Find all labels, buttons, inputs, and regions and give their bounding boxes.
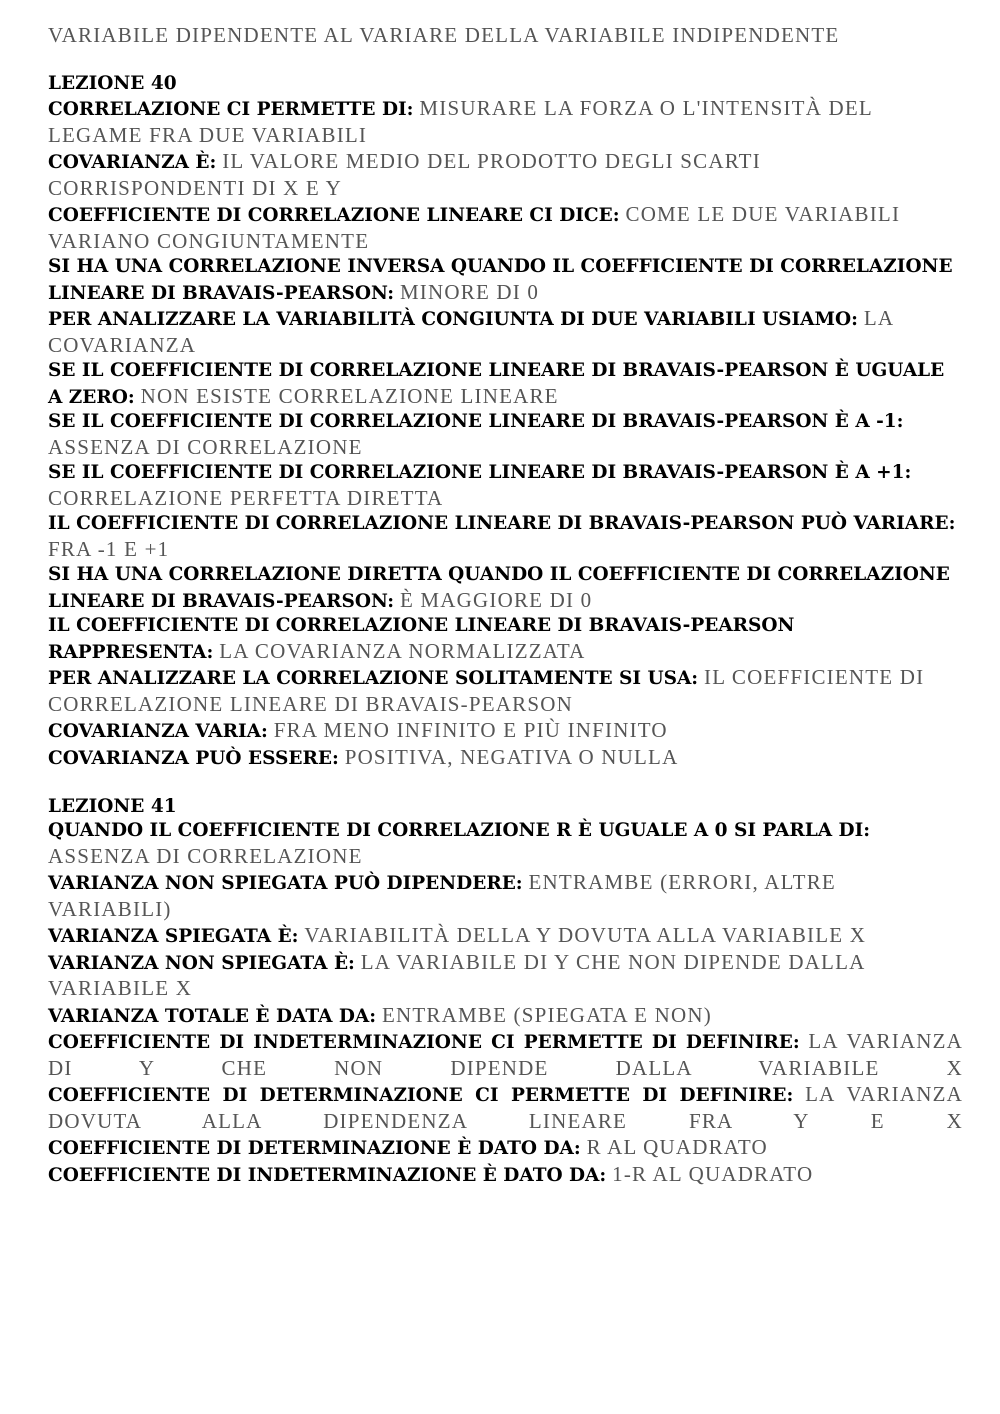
answer: MISURARE LA FORZA O L'INTENSITÀ DEL LEGAME FRA DUE VARIABILI — [48, 96, 873, 147]
lesson-41 — [48, 795, 963, 1188]
qa-item — [48, 359, 963, 410]
answer: IL VALORE MEDIO DEL PRODOTTO DEGLI SCARTI CORRISPONDENTI DI X E Y — [48, 149, 761, 200]
question: IL COEFFICIENTE DI CORRELAZIONE LINEARE DI BRAVAIS-PEARSON PUÒ VARIARE: — [48, 513, 956, 534]
answer: LA COVARIANZA NORMALIZZATA — [219, 638, 586, 663]
answer: CORRELAZIONE PERFETTA DIRETTA — [48, 485, 444, 510]
qa-item — [48, 1029, 963, 1082]
question: CORRELAZIONE CI PERMETTE DI: — [48, 99, 414, 120]
lesson-40 — [48, 72, 963, 771]
question: VARIANZA SPIEGATA È: — [48, 926, 299, 947]
answer: COME LE DUE VARIABILI VARIANO CONGIUNTAMENTE — [48, 202, 901, 253]
intro-line: VARIABILE DIPENDENTE AL VARIARE DELLA VARIABILE INDIPENDENTE — [48, 23, 840, 47]
qa-item — [48, 255, 963, 306]
answer: 1-R AL QUADRATO — [612, 1161, 814, 1186]
qa-item — [48, 923, 963, 950]
qa-item — [48, 461, 963, 512]
document-page — [48, 22, 963, 1212]
answer: È MAGGIORE DI 0 — [399, 587, 593, 612]
answer: LA VARIANZA DOVUTA ALLA DIPENDENZA LINEARE FRA Y E X — [48, 1082, 963, 1133]
qa-item — [48, 512, 963, 563]
qa-item — [48, 1082, 963, 1135]
qa-item — [48, 745, 963, 772]
qa-item — [48, 96, 963, 149]
qa-item — [48, 410, 963, 461]
qa-item — [48, 149, 963, 202]
question: QUANDO IL COEFFICIENTE DI CORRELAZIONE R È UGUALE A 0 SI PARLA DI: — [48, 820, 871, 841]
question: COEFFICIENTE DI INDETERMINAZIONE È DATO DA: — [48, 1164, 607, 1186]
question: COEFFICIENTE DI INDETERMINAZIONE CI PERMETTE DI DEFINIRE: — [48, 1032, 800, 1053]
qa-item — [48, 1135, 963, 1162]
answer: LA VARIANZA DI Y CHE NON DIPENDE DALLA VARIABILE X — [48, 1029, 964, 1080]
qa-item — [48, 665, 963, 718]
question: SI HA UNA CORRELAZIONE INVERSA QUANDO IL COEFFICIENTE DI CORRELAZIONE LINEARE DI BRAVAIS-PEARSON: — [48, 256, 953, 304]
question: COVARIANZA VARIA: — [48, 721, 268, 742]
question: COVARIANZA È: — [48, 152, 217, 173]
qa-item — [48, 563, 963, 614]
qa-item — [48, 202, 963, 255]
lesson-title: LEZIONE 40 — [48, 73, 177, 94]
qa-item — [48, 870, 963, 923]
question: COEFFICIENTE DI CORRELAZIONE LINEARE CI DICE: — [48, 205, 620, 226]
answer: FRA -1 E +1 — [48, 536, 170, 561]
qa-item — [48, 950, 963, 1003]
lesson-title: LEZIONE 41 — [48, 796, 177, 817]
question: PER ANALIZZARE LA VARIABILITÀ CONGIUNTA DI DUE VARIABILI USIAMO: — [48, 309, 858, 330]
answer: LA VARIABILE DI Y CHE NON DIPENDE DALLA VARIABILE X — [48, 949, 865, 1000]
question: VARIANZA NON SPIEGATA È: — [48, 952, 355, 974]
answer: R AL QUADRATO — [586, 1135, 768, 1159]
answer: VARIABILITÀ DELLA Y DOVUTA ALLA VARIABILE X — [304, 923, 867, 947]
answer: FRA MENO INFINITO E PIÙ INFINITO — [273, 718, 668, 742]
qa-item — [48, 306, 963, 359]
answer: ASSENZA DI CORRELAZIONE — [48, 434, 363, 459]
question: COEFFICIENTE DI DETERMINAZIONE È DATO DA: — [48, 1138, 581, 1159]
answer: ASSENZA DI CORRELAZIONE — [48, 843, 363, 868]
question: VARIANZA NON SPIEGATA PUÒ DIPENDERE: — [48, 873, 523, 894]
question: SE IL COEFFICIENTE DI CORRELAZIONE LINEARE DI BRAVAIS-PEARSON È UGUALE A ZERO: — [48, 360, 945, 408]
question: COVARIANZA PUÒ ESSERE: — [48, 747, 339, 769]
question: VARIANZA TOTALE È DATA DA: — [48, 1005, 377, 1027]
answer: NON ESISTE CORRELAZIONE LINEARE — [140, 383, 559, 408]
qa-item — [48, 614, 963, 665]
answer: POSITIVA, NEGATIVA O NULLA — [344, 744, 679, 769]
answer: ENTRAMBE (ERRORI, ALTRE VARIABILI) — [48, 870, 836, 921]
qa-item — [48, 1162, 963, 1189]
question: PER ANALIZZARE LA CORRELAZIONE SOLITAMENTE SI USA: — [48, 668, 699, 689]
qa-item — [48, 1003, 963, 1030]
qa-item — [48, 819, 963, 870]
question: SI HA UNA CORRELAZIONE DIRETTA QUANDO IL COEFFICIENTE DI CORRELAZIONE LINEARE DI BRAVAIS-PEARSON: — [48, 564, 950, 612]
qa-item — [48, 718, 963, 745]
question: COEFFICIENTE DI DETERMINAZIONE CI PERMETTE DI DEFINIRE: — [48, 1085, 794, 1106]
answer: MINORE DI 0 — [399, 279, 540, 304]
answer: LA COVARIANZA — [48, 306, 894, 357]
question: SE IL COEFFICIENTE DI CORRELAZIONE LINEARE DI BRAVAIS-PEARSON È A +1: — [48, 462, 912, 483]
answer: ENTRAMBE (SPIEGATA E NON) — [382, 1002, 712, 1027]
answer: IL COEFFICIENTE DI CORRELAZIONE LINEARE DI BRAVAIS-PEARSON — [48, 665, 925, 716]
question: SE IL COEFFICIENTE DI CORRELAZIONE LINEARE DI BRAVAIS-PEARSON È A -1: — [48, 411, 904, 432]
question: IL COEFFICIENTE DI CORRELAZIONE LINEARE DI BRAVAIS-PEARSON RAPPRESENTA: — [48, 615, 795, 663]
